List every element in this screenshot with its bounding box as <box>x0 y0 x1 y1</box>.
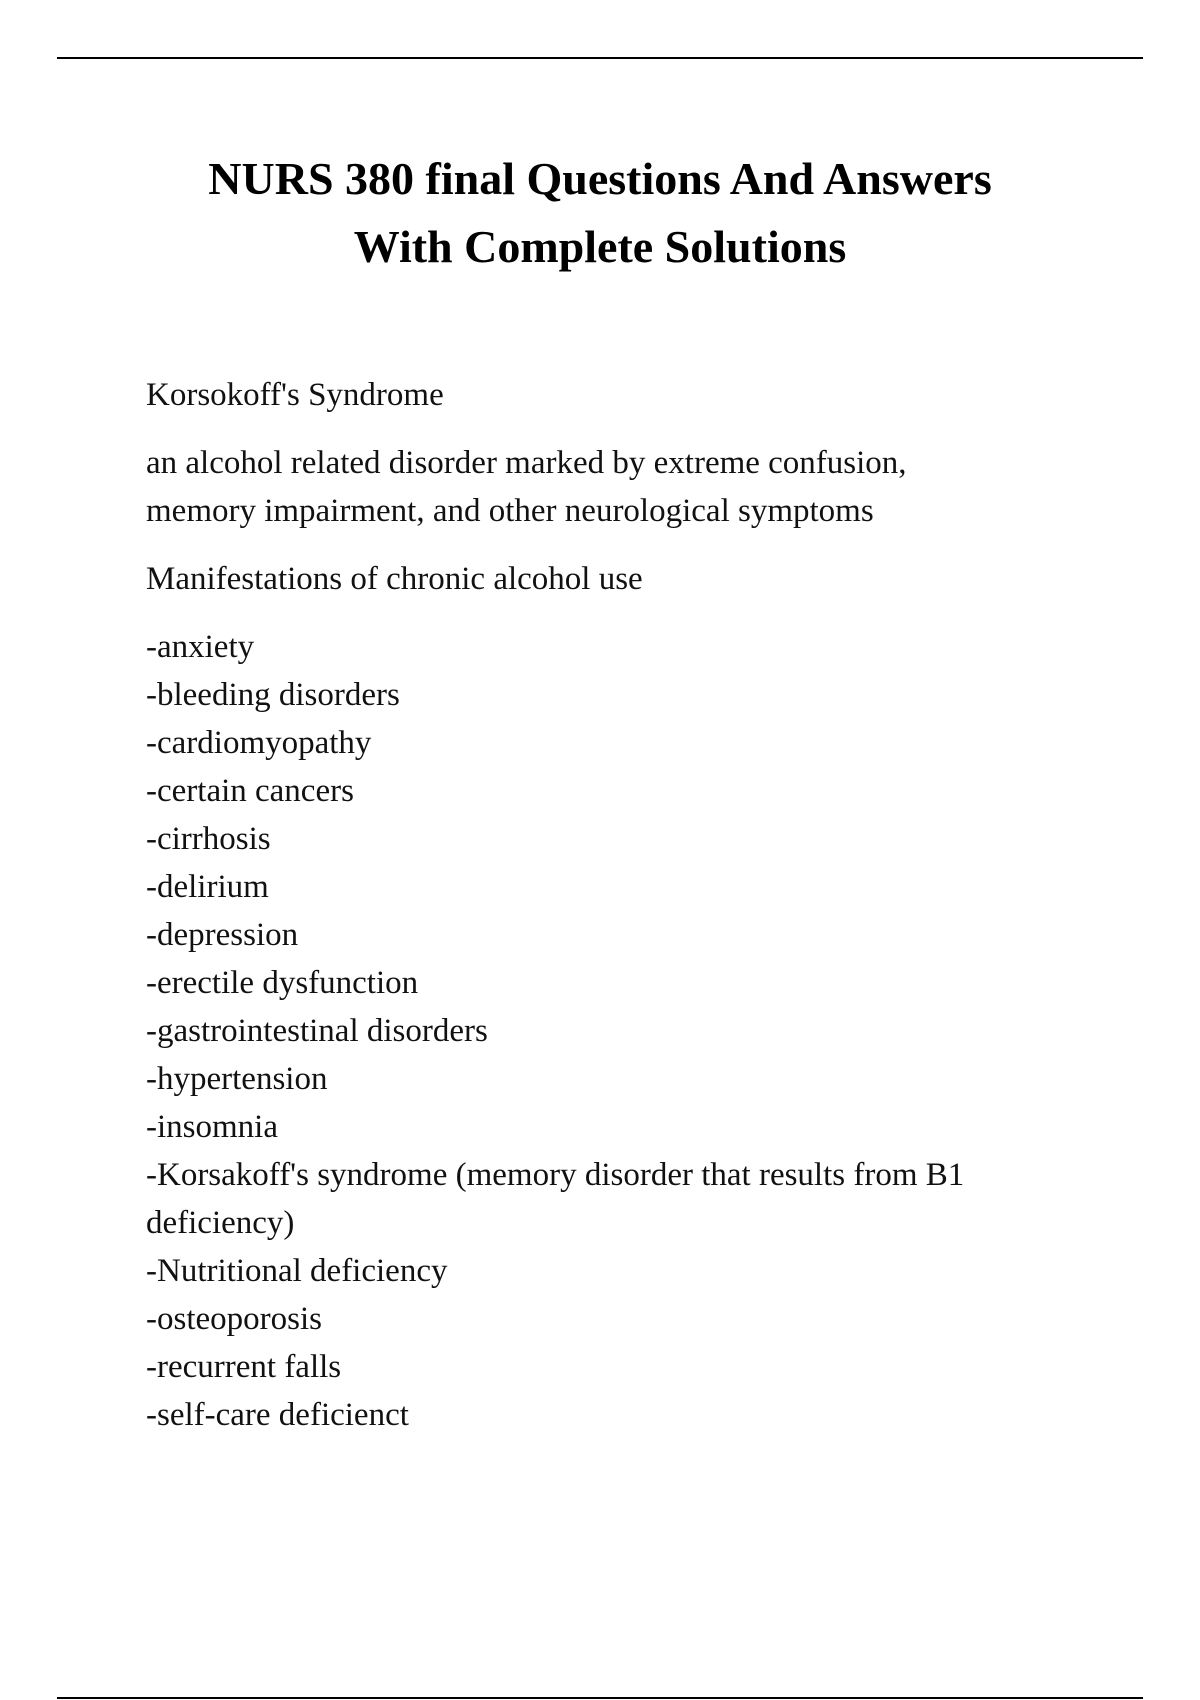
list-item: -certain cancers <box>146 773 354 809</box>
bottom-divider <box>57 1697 1143 1699</box>
definition-korsokoff-syndrome <box>146 439 1066 535</box>
list-item: -bleeding disorders <box>146 677 400 713</box>
definition-line: memory impairment, and other neurological symptoms <box>146 493 874 529</box>
title-line-2: With Complete Solutions <box>353 221 847 272</box>
list-item: -delirium <box>146 869 269 905</box>
list-item: -insomnia <box>146 1109 278 1145</box>
title-line-1: NURS 380 final Questions And Answers <box>208 153 992 204</box>
list-item: -hypertension <box>146 1061 328 1097</box>
list-item: -cardiomyopathy <box>146 725 372 761</box>
manifestations-list <box>146 623 1066 1439</box>
list-item: -recurrent falls <box>146 1349 342 1385</box>
list-item: -cirrhosis <box>146 821 271 857</box>
page-title <box>100 145 1100 281</box>
list-item: deficiency) <box>146 1205 295 1241</box>
definition-line: an alcohol related disorder marked by extreme confusion, <box>146 445 907 481</box>
list-item: -self-care deficienct <box>146 1397 409 1433</box>
top-divider <box>57 57 1143 59</box>
list-item: -osteoporosis <box>146 1301 322 1337</box>
list-item: -Nutritional deficiency <box>146 1253 448 1289</box>
term-korsokoff-syndrome: Korsokoff's Syndrome <box>146 377 444 413</box>
list-item: -anxiety <box>146 629 255 665</box>
list-item: -depression <box>146 917 299 953</box>
document-body <box>146 371 1066 1439</box>
list-item: -Korsakoff's syndrome (memory disorder that results from B1 <box>146 1157 965 1193</box>
list-item: -erectile dysfunction <box>146 965 419 1001</box>
list-item: -gastrointestinal disorders <box>146 1013 488 1049</box>
term-manifestations-chronic-alcohol-use: Manifestations of chronic alcohol use <box>146 561 643 597</box>
